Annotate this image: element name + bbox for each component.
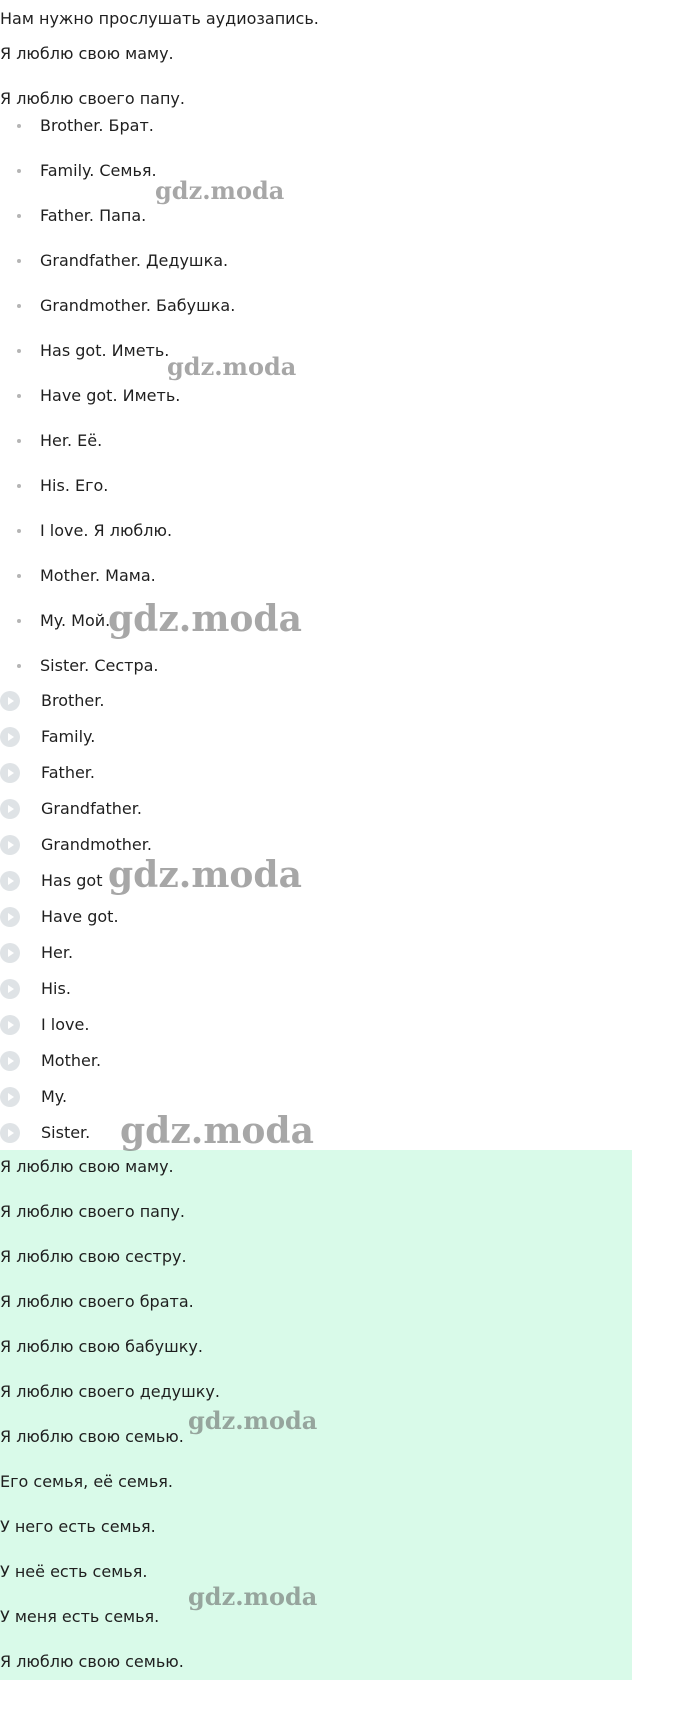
answer-line: Я люблю свою семью. (0, 1652, 184, 1671)
play-icon[interactable] (0, 871, 20, 891)
answer-line: У неё есть семья. (0, 1562, 148, 1581)
audio-word: Has got (41, 871, 103, 890)
play-icon[interactable] (0, 1087, 20, 1107)
answer-line: У меня есть семья. (0, 1607, 160, 1626)
audio-word: Her. (41, 943, 74, 962)
vocabulary-text: Family. Семья. (40, 161, 157, 180)
bullet-dot (17, 394, 21, 398)
watermark: gdz.moda (167, 352, 297, 381)
answer-line: Его семья, её семья. (0, 1472, 173, 1491)
bullet-dot (17, 304, 21, 308)
play-icon[interactable] (0, 943, 20, 963)
answer-line: Я люблю свою сестру. (0, 1247, 187, 1266)
vocabulary-text: Her. Её. (40, 431, 103, 450)
play-icon[interactable] (0, 835, 20, 855)
play-icon[interactable] (0, 979, 20, 999)
bullet-dot (17, 574, 21, 578)
answer-line: Я люблю свою маму. (0, 1157, 174, 1176)
bullet-dot (17, 214, 21, 218)
vocabulary-text: Grandmother. Бабушка. (40, 296, 236, 315)
play-icon[interactable] (0, 1015, 20, 1035)
bullet-dot (17, 349, 21, 353)
answer-line: Я люблю свою бабушку. (0, 1337, 203, 1356)
play-icon[interactable] (0, 1123, 20, 1143)
sentence-line: Я люблю своего папу. (0, 89, 185, 108)
answer-line: Я люблю свою семью. (0, 1427, 184, 1446)
intro-text: Нам нужно прослушать аудиозапись. (0, 9, 319, 28)
audio-word: Sister. (41, 1123, 91, 1142)
answer-line: У него есть семья. (0, 1517, 156, 1536)
watermark: gdz.moda (188, 1582, 318, 1611)
audio-word: Grandmother. (41, 835, 152, 854)
bullet-dot (17, 259, 21, 263)
answer-line: Я люблю своего дедушку. (0, 1382, 220, 1401)
sentence-line: Я люблю свою маму. (0, 44, 174, 63)
vocabulary-text: Have got. Иметь. (40, 386, 181, 405)
vocabulary-text: Has got. Иметь. (40, 341, 170, 360)
bullet-dot (17, 619, 21, 623)
play-icon[interactable] (0, 691, 20, 711)
vocabulary-text: Mother. Мама. (40, 566, 156, 585)
audio-word: My. (41, 1087, 68, 1106)
bullet-dot (17, 169, 21, 173)
bullet-dot (17, 484, 21, 488)
play-icon[interactable] (0, 727, 20, 747)
audio-word: Mother. (41, 1051, 102, 1070)
audio-word: His. (41, 979, 71, 998)
watermark: gdz.moda (155, 176, 285, 205)
bullet-dot (17, 124, 21, 128)
audio-word: I love. (41, 1015, 90, 1034)
watermark: gdz.moda (188, 1406, 318, 1435)
vocabulary-text: My. Мой. (40, 611, 111, 630)
vocabulary-text: Father. Папа. (40, 206, 147, 225)
vocabulary-text: Sister. Сестра. (40, 656, 159, 675)
play-icon[interactable] (0, 799, 20, 819)
play-icon[interactable] (0, 763, 20, 783)
play-icon[interactable] (0, 907, 20, 927)
audio-word: Brother. (41, 691, 105, 710)
play-icon[interactable] (0, 1051, 20, 1071)
vocabulary-text: Brother. Брат. (40, 116, 154, 135)
vocabulary-text: I love. Я люблю. (40, 521, 173, 540)
answer-line: Я люблю своего папу. (0, 1202, 185, 1221)
watermark: gdz.moda (108, 598, 302, 640)
audio-word: Father. (41, 763, 95, 782)
bullet-dot (17, 664, 21, 668)
bullet-dot (17, 439, 21, 443)
audio-word: Family. (41, 727, 96, 746)
vocabulary-text: Grandfather. Дедушка. (40, 251, 229, 270)
watermark: gdz.moda (108, 854, 302, 896)
watermark: gdz.moda (120, 1110, 314, 1152)
audio-word: Have got. (41, 907, 119, 926)
vocabulary-text: His. Его. (40, 476, 109, 495)
bullet-dot (17, 529, 21, 533)
answer-line: Я люблю своего брата. (0, 1292, 194, 1311)
audio-word: Grandfather. (41, 799, 142, 818)
